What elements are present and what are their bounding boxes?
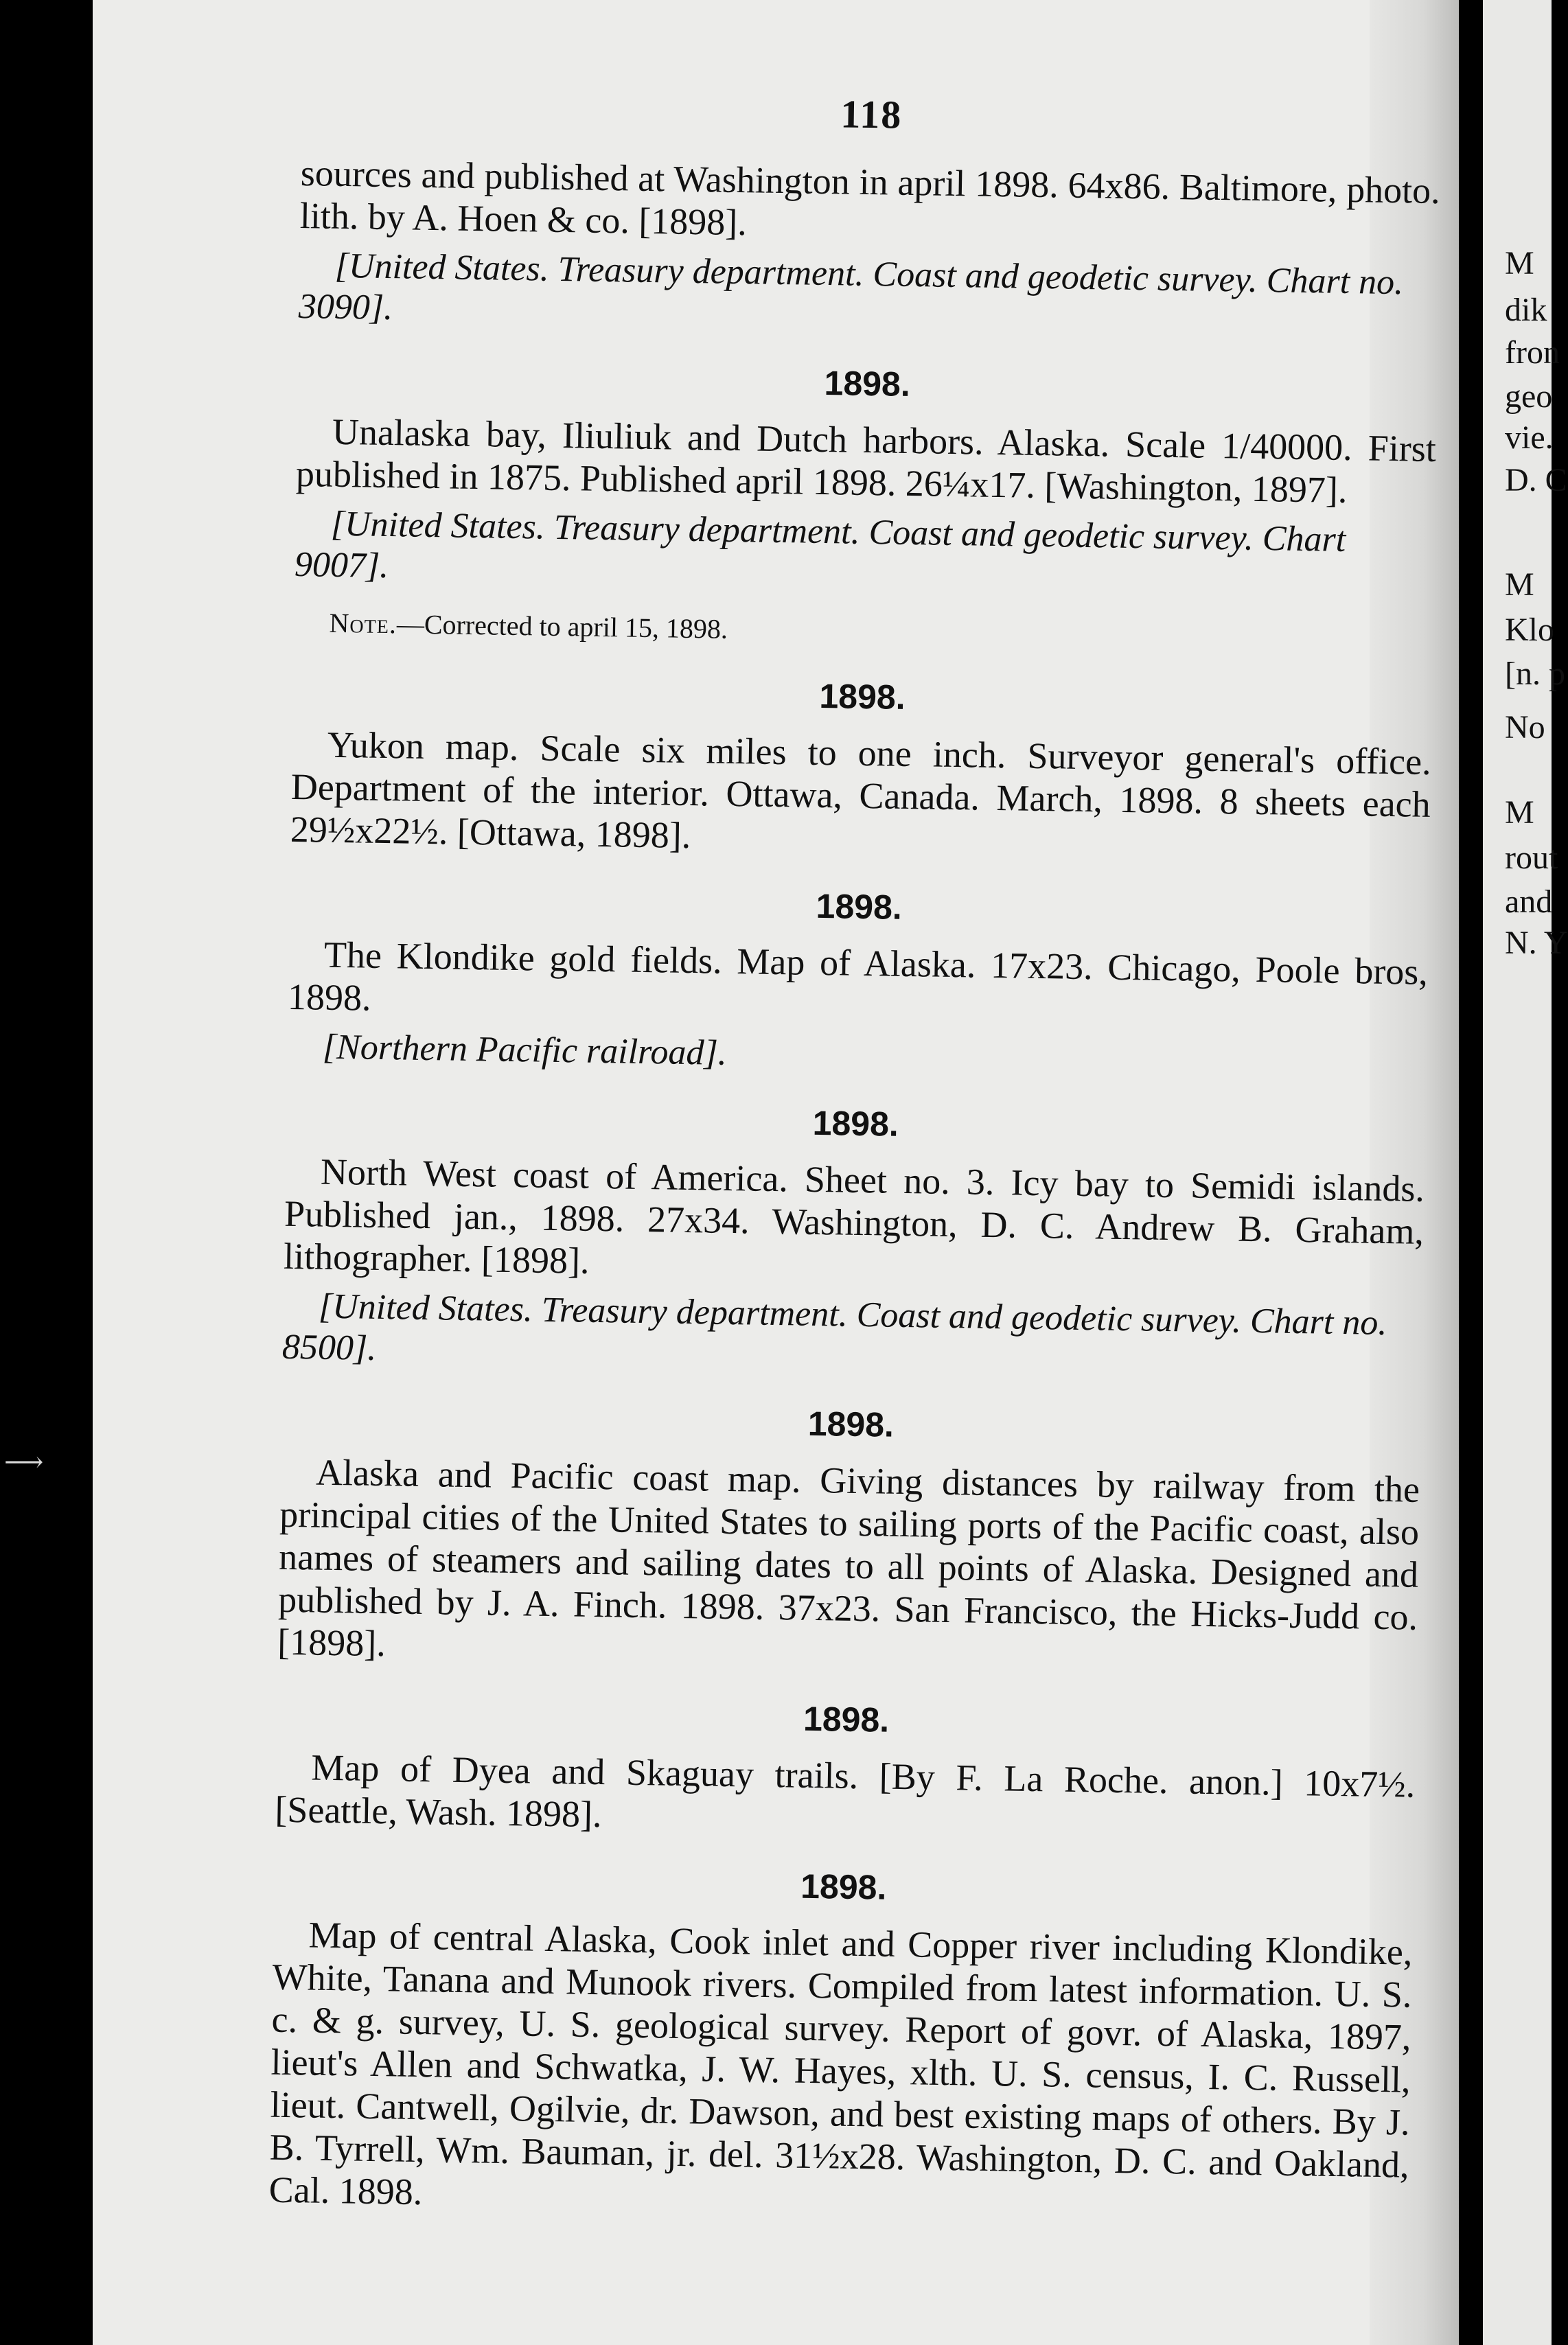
entry-body: Map of central Alaska, Cook inlet and Copper river including Klondike, White, Tanana and Munook rivers. Compiled from latest information. U. S. c. & g. survey, U. S. geological survey. Report of govr. of Alaska, 1897, lieut's Allen and Schwatka, J. W. Hayes, xlth. U. S. census, I. C. Russell, lieut. Cantwell, Ogilvie, dr. Dawson, and best existing maps of others. By J. B. Tyrrell, Wm. Bauman, jr. del. 31½x28. Washington, D. C. and Oakland, Cal. 1898. bbox=[268, 1914, 1413, 2213]
adjacent-fragment: rout bbox=[1505, 840, 1558, 876]
entry-year: 1898. bbox=[807, 1404, 895, 1444]
entry-continued bbox=[298, 152, 1440, 345]
catalog-entry bbox=[275, 1691, 1416, 1849]
entry-credit: [United States. Treasury department. Coast and geodetic survey. Chart 9007]. bbox=[294, 504, 1346, 586]
entry-body: North West coast of America. Sheet no. 3. Icy bay to Semidi islands. Published jan., 1898. 27x34. Washington, D. C. Andrew B. Graham, lithographer. [1898]. bbox=[283, 1151, 1425, 1282]
adjacent-fragment: No bbox=[1505, 709, 1545, 746]
adjacent-fragment: [n. p bbox=[1505, 656, 1565, 692]
adjacent-fragment: M bbox=[1505, 245, 1534, 281]
catalog-entry bbox=[282, 1095, 1426, 1386]
adjacent-fragment: M bbox=[1505, 566, 1534, 603]
entry-note bbox=[293, 605, 1433, 658]
entry-body: Map of Dyea and Skaguay trails. [By F. La Roche. anon.] 10x7½. [Seattle, Wash. 1898]. bbox=[275, 1746, 1416, 1836]
entry-credit: [United States. Treasury department. Coast and geodetic survey. Chart no. 8500]. bbox=[281, 1286, 1387, 1368]
page-number: 118 bbox=[840, 91, 903, 137]
note-label: Note. bbox=[329, 607, 397, 640]
entry-year: 1898. bbox=[819, 676, 906, 717]
entry-year: 1898. bbox=[812, 1103, 899, 1144]
adjacent-fragment: geo bbox=[1505, 378, 1553, 415]
adjacent-fragment: D. C bbox=[1505, 462, 1567, 498]
catalog-entry bbox=[293, 355, 1437, 658]
catalog-entry bbox=[268, 1858, 1414, 2229]
note-text: —Corrected to april 15, 1898. bbox=[396, 608, 728, 645]
entry-credit: [United States. Treasury department. Coast and geodetic survey. Chart no. 3090]. bbox=[298, 246, 1404, 328]
adjacent-fragment: fron bbox=[1505, 334, 1560, 371]
adjacent-fragment: vie. bbox=[1505, 419, 1554, 456]
adjacent-fragment: and bbox=[1505, 883, 1553, 920]
entry-year: 1898. bbox=[800, 1867, 887, 1907]
catalog-entry bbox=[277, 1396, 1421, 1681]
catalog-entry bbox=[286, 878, 1429, 1085]
entry-year: 1898. bbox=[824, 364, 911, 404]
entry-body: Yukon map. Scale six miles to one inch. Surveyor general's office. Department of the interior. Ottawa, Canada. March, 1898. 8 sheets each 29½x22½. [Ottawa, 1898]. bbox=[290, 724, 1432, 857]
adjacent-page-edge bbox=[1483, 0, 1568, 2345]
margin-mark: ⟶ bbox=[4, 1446, 44, 1477]
entry-credit: [Northern Pacific railroad]. bbox=[322, 1027, 728, 1073]
adjacent-fragment: M bbox=[1505, 794, 1534, 831]
adjacent-fragment: Klo bbox=[1505, 612, 1554, 648]
page-content bbox=[268, 82, 1442, 2229]
catalog-entry bbox=[290, 668, 1432, 868]
adjacent-fragment: dik bbox=[1505, 292, 1547, 328]
entry-body: Unalaska bay, Iliuliuk and Dutch harbors. Alaska. Scale 1/40000. First published in 1875. Published april 1898. 26¼x17. [Washington, 1897]. bbox=[295, 411, 1437, 511]
entry-year: 1898. bbox=[803, 1699, 890, 1740]
entry-body: sources and published at Washington in april 1898. 64x86. Baltimore, photo. lith. by A. Hoen & co. [1898]. bbox=[299, 152, 1441, 244]
entry-body: The Klondike gold fields. Map of Alaska. 17x23. Chicago, Poole bros, 1898. bbox=[287, 934, 1429, 1019]
entry-year: 1898. bbox=[816, 886, 903, 927]
entry-body: Alaska and Pacific coast map. Giving distances by railway from the principal cities of the United States to sailing ports of the Pacific coast, also names of steamers and sailing dates to all points of Alaska. Designed and published by J. A. Finch. 1898. 37x23. San Francisco, the Hicks-Judd co. [1898]. bbox=[277, 1451, 1420, 1665]
adjacent-fragment: N. Y bbox=[1505, 925, 1568, 961]
